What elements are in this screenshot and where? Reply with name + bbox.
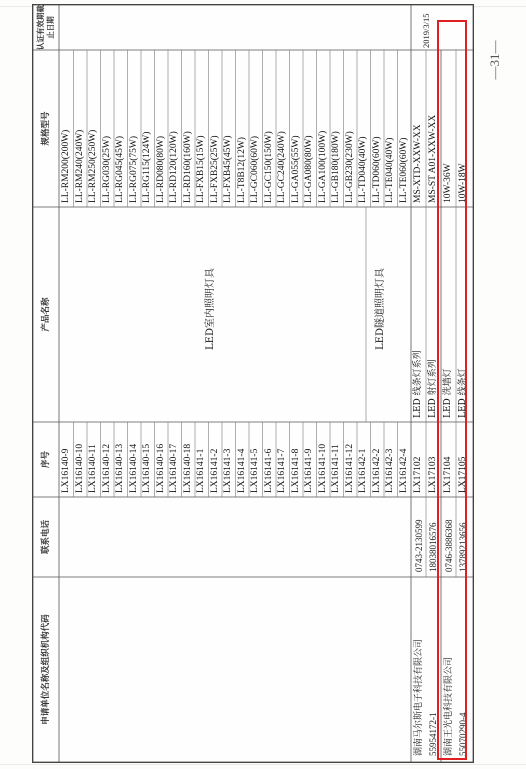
header-phone: 联系电话 (41, 520, 51, 555)
company-1-phone-2: 18038016576 (428, 522, 438, 572)
company-2-phone-1: 0746-3886368 (444, 519, 454, 572)
company-2-code: 55070290-4 (458, 712, 468, 756)
header-seq: 序号 (41, 451, 51, 469)
row-spec: LL-FXB45(45W) (223, 135, 233, 203)
header-spec: 规格型号 (41, 111, 51, 146)
page-number-text: —31— (487, 40, 502, 80)
row-seq: LX16140-15 (142, 443, 152, 493)
row-seq: LX16140-17 (169, 443, 179, 493)
row-seq: LX16140-18 (182, 443, 193, 493)
company-1-name: 湖南马尔斯电子科技有限公司 (414, 638, 424, 756)
page-number (485, 38, 505, 84)
row-seq: LX16141-3 (223, 448, 233, 493)
product-group-indoor: LED室内照明灯具 (205, 268, 216, 350)
row-seq: LX16140-12 (101, 443, 112, 493)
row-seq: LX16142-4 (398, 448, 409, 493)
scan-artifact-line (0, 764, 526, 765)
bottom-row-product: LED 洗墙灯 (443, 368, 453, 418)
table-grid (33, 5, 473, 762)
row-seq: LX16141-1 (196, 448, 206, 493)
bottom-row-product: LED 射灯系列 (428, 359, 438, 418)
bottom-row-spec: MS-XTD-XXW-XX (413, 124, 423, 203)
row-spec: LL-RD120(120W) (169, 131, 179, 203)
row-spec: LL-GA080(80W) (304, 135, 314, 203)
header-product: 产品名称 (41, 297, 51, 332)
row-spec: LL-GC240(240W) (277, 131, 287, 203)
row-spec: LL-TE040(40W) (385, 137, 395, 203)
company-2-phone-2: 13789213656 (458, 522, 468, 572)
bottom-row-seq: LX17105 (458, 456, 468, 493)
row-spec: LL-FXB25(25W) (209, 135, 220, 203)
row-spec: LL-RM240(240W) (74, 129, 85, 203)
row-spec: LL-RG075(75W) (128, 135, 139, 203)
row-seq: LX16140-11 (88, 444, 98, 493)
header-applicant: 申请单位名称及组织机构代码 (41, 614, 51, 725)
row-spec: LL-T8B12(12W) (236, 137, 247, 203)
bottom-row-seq: LX17104 (443, 456, 453, 493)
row-seq: LX16141-11 (331, 444, 341, 493)
row-spec: LL-GC060(60W) (250, 135, 260, 203)
company-1-phone-1: 0743-2130599 (414, 519, 424, 572)
highlight-box (437, 20, 467, 760)
row-spec: LL-TE060(60W) (398, 137, 409, 203)
company-2-name: 湖南王光电科技有限公司 (444, 656, 454, 756)
row-seq: LX16141-2 (209, 448, 220, 493)
row-seq: LX16142-3 (385, 448, 395, 493)
row-spec: LL-GA100(100W) (317, 130, 328, 203)
row-seq: LX16141-10 (317, 443, 328, 493)
row-spec: LL-TD060(60W) (371, 136, 382, 203)
row-seq: LX16140-10 (74, 443, 85, 493)
row-seq: LX16140-14 (128, 443, 139, 493)
product-group-tunnel: LED隧道照明灯具 (375, 268, 386, 350)
company-1-code: 55954172-1 (428, 712, 438, 756)
row-spec: LL-RG030(25W) (101, 135, 112, 203)
company-1-expiry: 2019/3/15 (421, 13, 431, 48)
row-seq: LX16141-5 (250, 448, 260, 493)
bottom-row-spec: 10W-36W (443, 163, 453, 203)
row-seq: LX16140-9 (61, 448, 71, 493)
bottom-row-spec: MS-ST A01-XXW-XX (428, 114, 438, 203)
row-seq: LX16141-12 (344, 443, 355, 493)
bottom-row-seq: LX17103 (428, 456, 438, 493)
bottom-row-product: LED 线条灯 (458, 368, 468, 418)
certification-table (32, 4, 474, 763)
row-seq: LX16141-7 (277, 448, 287, 493)
bottom-row-product: LED 线条灯系列 (413, 350, 423, 418)
row-seq: LX16141-4 (236, 448, 247, 493)
row-spec: LL-TD040(40W) (358, 136, 368, 203)
row-spec: LL-RM250(250W) (88, 129, 98, 203)
row-seq: LX16141-9 (304, 448, 314, 493)
row-seq: LX16142-1 (358, 448, 368, 493)
row-seq: LX16142-2 (371, 448, 382, 493)
row-spec: LL-GC150(150W) (263, 131, 274, 203)
row-spec: LL-RG115(124W) (142, 131, 152, 203)
row-spec: LL-RD080(80W) (155, 135, 166, 203)
row-seq: LX16141-8 (290, 448, 301, 493)
bottom-row-spec: 10W-18W (458, 163, 468, 203)
row-seq: LX16140-13 (115, 443, 125, 493)
row-spec: LL-GB180(180W) (331, 131, 341, 203)
row-spec: LL-GA055(55W) (290, 135, 301, 203)
bottom-row-seq: LX17102 (413, 456, 423, 493)
row-spec: LL-GB230(230W) (344, 131, 355, 203)
row-spec: LL-RD160(160W) (182, 131, 193, 203)
header-expiry: 认证有效期截止日期 (36, 5, 55, 50)
row-spec: LL-FXB15(15W) (196, 135, 206, 203)
row-spec: LL-RG045(45W) (115, 135, 125, 203)
row-seq: LX16141-6 (263, 448, 274, 493)
row-spec: LL-RM200(200W) (61, 129, 71, 203)
row-seq: LX16140-16 (155, 443, 166, 493)
